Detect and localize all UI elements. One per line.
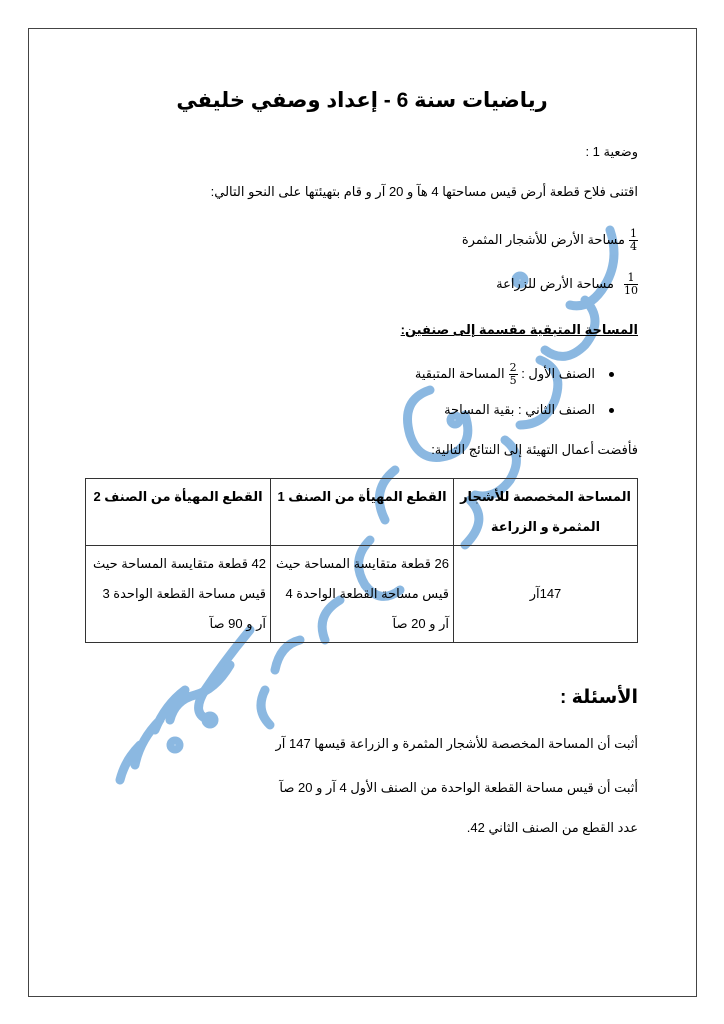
bullet-class-1: الصنف الأول : $\frac{2}{5}$ المساحة المتبقية (415, 362, 614, 387)
page-title: رياضيات سنة 6 - إعداد وصفي خليفي (176, 89, 548, 112)
table-cell: 26 قطعة متقايسة المساحة حيث قيس مساحة القطعة الواحدة 4 آر و 20 صآ (271, 546, 454, 643)
remaining-heading: المساحة المتبقية مقسمة إلى صنفين: (400, 322, 638, 337)
question-1: أثبت أن المساحة المخصصة للأشجار المثمرة و الزراعة قيسها 147 آر (275, 736, 638, 751)
table-header: القطع المهيأة من الصنف 2 (86, 479, 271, 546)
results-table (85, 478, 638, 643)
table-cell: 147آر (454, 546, 638, 643)
table-header-row (86, 479, 638, 546)
situation-label: وضعية 1 : (585, 144, 638, 159)
question-3: عدد القطع من الصنف الثاني 42. (466, 820, 638, 835)
questions-heading: الأسئلة : (560, 687, 638, 708)
table-cell: 42 قطعة متقايسة المساحة حيث قيس مساحة القطعة الواحدة 3 آر و 90 صآ (86, 546, 271, 643)
question-2: أثبت أن قيس مساحة القطعة الواحدة من الصنف الأول 4 آر و 20 صآ (279, 780, 638, 795)
fraction: $\frac{2}{5}$ (509, 361, 517, 387)
bullet-icon (609, 408, 614, 413)
item-text: مساحة الأرض للزراعة (496, 275, 614, 291)
fraction: $\frac{1}{4}$ (630, 227, 637, 253)
item-agriculture (496, 272, 638, 297)
results-intro: فأفضت أعمال التهيئة إلى النتائج التالية: (431, 442, 638, 457)
item-text: مساحة الأرض للأشجار المثمرة (461, 231, 625, 247)
bullet-class-2: الصنف الثاني : بقية المساحة (444, 402, 614, 418)
table-row (86, 546, 638, 643)
fraction: $\frac{1}{10}$ (624, 271, 638, 297)
table-header: القطع المهيأة من الصنف 1 (271, 479, 454, 546)
bullet-icon (609, 372, 614, 377)
item-fruit-trees (462, 228, 638, 253)
intro-text: اقتنى فلاح قطعة أرض قيس مساحتها 4 هآ و 20 آر و قام بتهيئتها على النحو التالي: (210, 184, 638, 199)
table-header: المساحة المخصصة للأشجار المثمرة و الزراعة (454, 479, 638, 546)
